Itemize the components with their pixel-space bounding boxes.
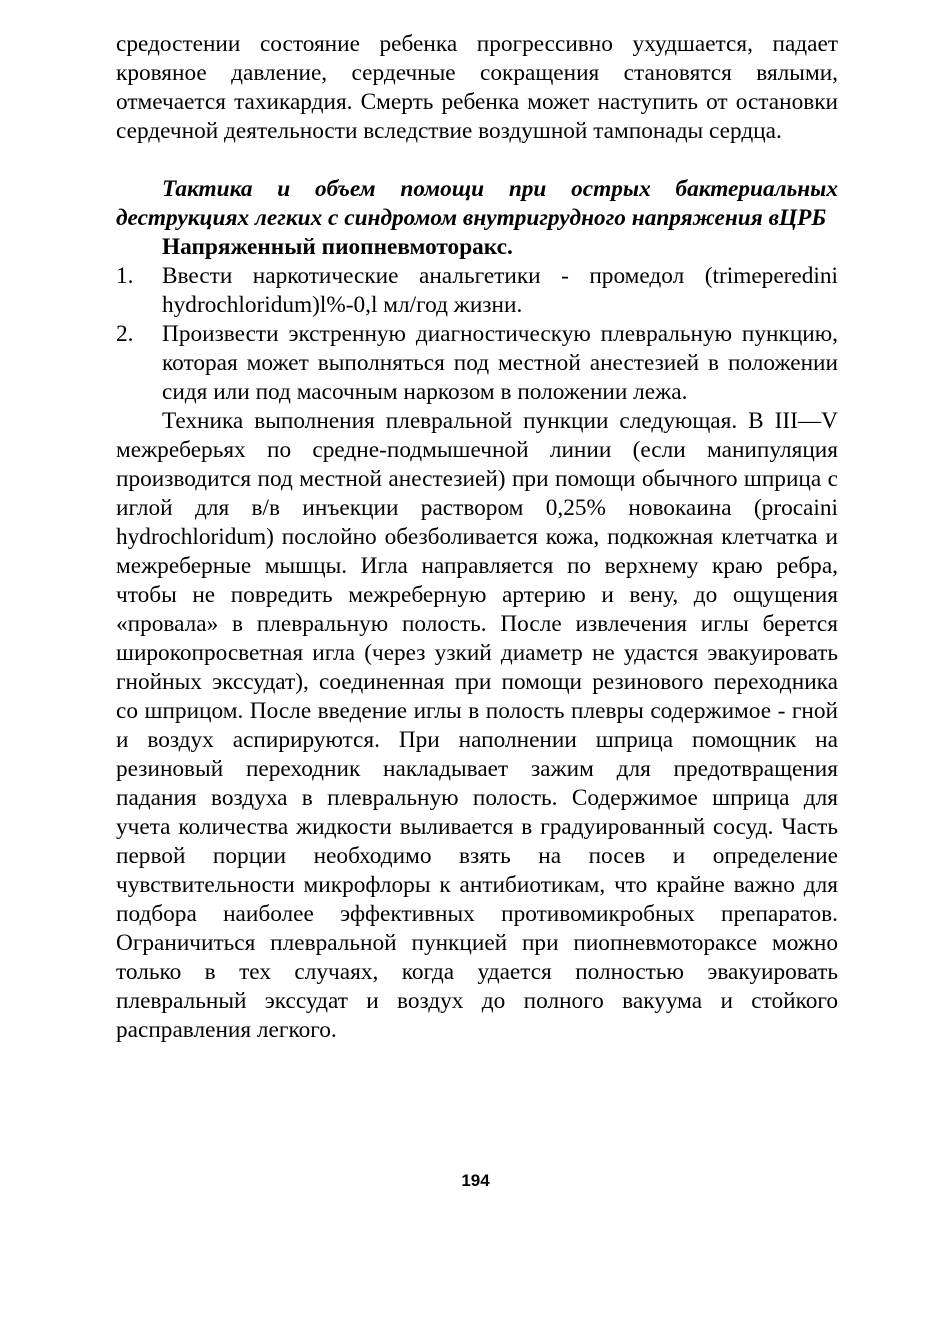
section-heading: Тактика и объем помощи при острых бактериальных деструкциях легких с синдромом внутригрудного напряжения вЦРБ [116,176,838,231]
list-item-number: 1. [116,263,134,289]
list-item [116,262,838,320]
list-item-text: Произвести экстренную диагностическую плевральную пункцию, которая может выполняться под местной анестезией в положении сидя или под масочным наркозом в положении лежа. [162,321,838,405]
subheading: Напряженный пиопневмоторакс. [162,234,513,260]
list-item-number: 2. [116,321,134,347]
opening-paragraph: средостении состояние ребенка прогрессивно ухудшается, падает кровяное давление, сердечные сокращения становятся вялыми, отмечается тахикардия. Смерть ребенка может наступить от остановки сердечной деятельности вследствие воздушной тампонады сердца. [116,31,838,144]
page-body [116,30,838,1045]
technique-paragraph: Техника выполнения плевральной пункции следующая. В III—V межреберьях по средне-подмышечной линии (если манипуляция производится под местной анестезией) при помощи обычного шприца с иглой для в/в инъекции раствором 0,25% новокаина (procaini hydrochloridum) послойно обезболивается кожа, подкожная клетчатка и межреберные мышцы. Игла направляется по верхнему краю ребра, чтобы не повредить межреберную артерию и вену, до ощущения «провала» в плевральную полость. После извлечения иглы берется широкопросветная игла (через узкий диаметр не удастся эвакуировать гнойных экссудат), соединенная при помощи резинового переходника со шприцом. После введение иглы в полость плевры содержимое - гной и воздух аспирируются. При наполнении шприца помощник на резиновый переходник накладывает зажим для предотвращения падания воздуха в плевральную полость. Содержимое шприца для учета количества жидкости выливается в градуированный сосуд. Часть первой порции необходимо взять на посев и определение чувствительности микрофлоры к антибиотикам, что крайне важно для подбора наиболее эффективных противомикробных препаратов. Ограничиться плевральной пункцией при пиопневмотораксе можно только в тех случаях, когда удается полностью эвакуировать плевральный экссудат и воздух до полного вакуума и стойкого расправления легкого. [116,408,838,1043]
list-item-text: Ввести наркотические анальгетики - промедол (trimeperedini hydrochloridum)l%-0,l мл/год жизни. [162,263,838,318]
numbered-list [116,262,838,407]
page-number: 194 [461,1171,490,1190]
list-item [116,320,838,407]
section-gap [116,146,838,175]
